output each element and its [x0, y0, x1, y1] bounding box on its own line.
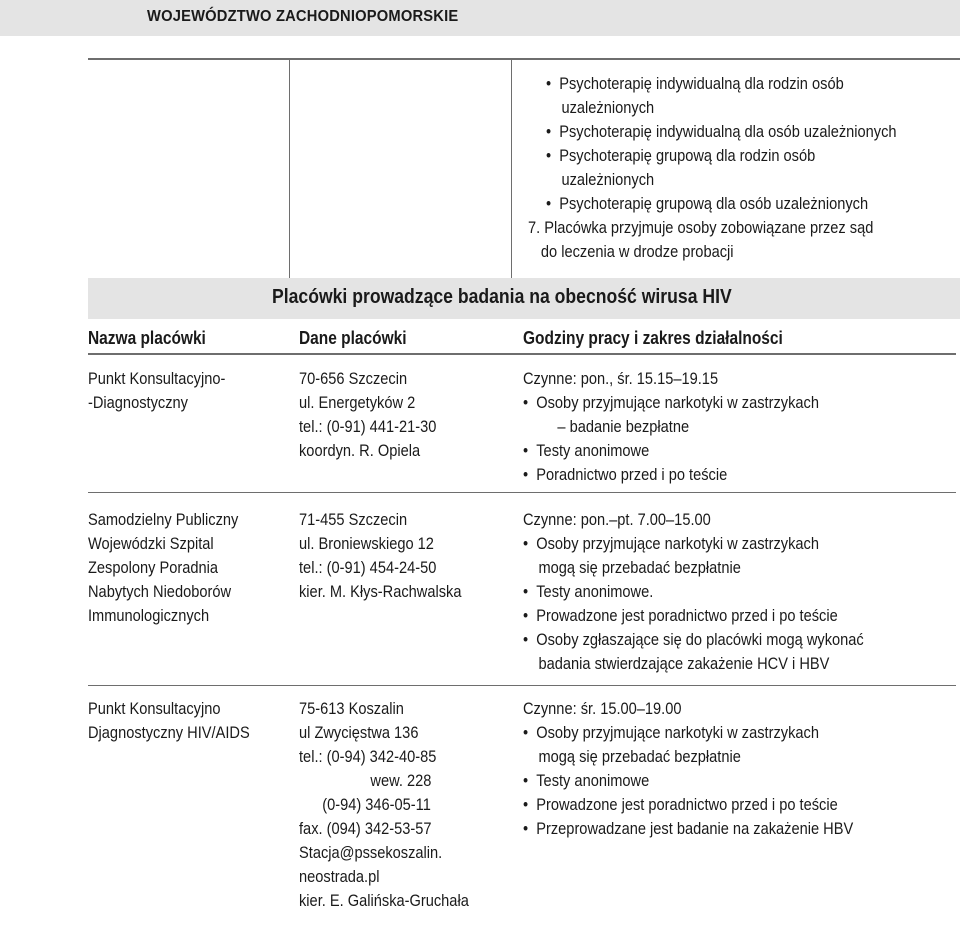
row-1-name: Punkt Konsultacyjno- -Diagnostyczny	[88, 369, 226, 412]
hours-text: Czynne: pon., śr. 15.15–19.15	[523, 369, 719, 388]
list-item: • Psychoterapię indywidualną dla osób uzależnionych	[546, 122, 897, 141]
section-title: Placówki prowadzące badania na obecność wirusa HIV	[272, 286, 732, 308]
column-divider-2	[511, 59, 512, 278]
row-rule	[88, 492, 956, 493]
list-item: • Prowadzone jest poradnictwo przed i po teście	[523, 606, 838, 625]
list-item: • Psychoterapię indywidualną dla rodzin osób uzależnionych	[546, 72, 954, 120]
list-item: • Psychoterapię grupową dla osób uzależnionych	[546, 194, 869, 213]
list-item: • Osoby przyjmujące narkotyki w zastrzykach mogą się przebadać bezpłatnie	[523, 723, 820, 766]
column-divider-1	[289, 59, 290, 278]
list-item: • Testy anonimowe	[523, 441, 650, 460]
row-3-name: Punkt Konsultacyjno Djagnostyczny HIV/AIDS	[88, 699, 250, 742]
note-line: do leczenia w drodze probacji	[540, 242, 734, 261]
table-top-rule	[88, 58, 960, 60]
bullet-text: Psychoterapię indywidualną dla rodzin osób	[559, 74, 844, 93]
bullet-text-cont: uzależnionych	[561, 98, 655, 117]
row-rule	[88, 685, 956, 686]
section-header	[88, 278, 960, 319]
row-3-data: 75-613 Koszalin ul Zwycięstwa 136 tel.: (0-94) 342-40-85 wew. 228 (0-94) 346-05-11 fax. (094) 342-53-57 Stacja@pssekoszalin. neostrada.pl kier. E. Galińska-Gruchała	[299, 699, 469, 910]
row-3-hours	[523, 697, 907, 841]
list-item: • Testy anonimowe.	[523, 582, 654, 601]
note-line: 7. Placówka przyjmuje osoby zobowiązane przez sąd	[528, 218, 874, 237]
col-header-data: Dane placówki	[299, 328, 407, 348]
header-rule	[88, 353, 956, 355]
email-text-cont: neostrada.pl	[299, 867, 380, 886]
list-item: • Testy anonimowe	[523, 771, 650, 790]
list-item: • Osoby przyjmujące narkotyki w zastrzykach – badanie bezpłatne	[523, 393, 820, 436]
region-title: WOJEWÓDZTWO ZACHODNIOPOMORSKIE	[147, 8, 459, 25]
bullet-text: Psychoterapię grupową dla rodzin osób	[559, 146, 816, 165]
list-item: • Osoby przyjmujące narkotyki w zastrzykach mogą się przebadać bezpłatnie	[523, 534, 820, 577]
region-header	[0, 0, 960, 36]
probation-note	[528, 216, 930, 264]
hours-text: Czynne: śr. 15.00–19.00	[523, 699, 682, 718]
bullet-text: Psychoterapię indywidualną dla osób uzależnionych	[559, 122, 897, 141]
col-header-hours: Godziny pracy i zakres działalności	[523, 328, 783, 348]
row-1-hours	[523, 367, 867, 487]
bullet-text-cont: uzależnionych	[561, 170, 655, 189]
col-header-name: Nazwa placówki	[88, 328, 206, 348]
list-item: • Poradnictwo przed i po teście	[523, 465, 728, 484]
list-item: • Prowadzone jest poradnictwo przed i po teście	[523, 795, 838, 814]
row-2-hours	[523, 508, 919, 676]
list-item: • Osoby zgłaszające się do placówki mogą wykonać badania stwierdzające zakażenie HCV i HBV	[523, 630, 864, 673]
list-item: • Przeprowadzane jest badanie na zakażenie HBV	[523, 819, 854, 838]
therapy-list	[546, 72, 954, 216]
bullet-text: Psychoterapię grupową dla osób uzależnionych	[559, 194, 869, 213]
email-text: Stacja@pssekoszalin.	[299, 843, 443, 862]
row-1-data: 70-656 Szczecin ul. Energetyków 2 tel.: (0-91) 441-21-30 koordyn. R. Opiela	[299, 369, 437, 460]
row-2-data: 71-455 Szczecin ul. Broniewskiego 12 tel.: (0-91) 454-24-50 kier. M. Kłys-Rachwalska	[299, 510, 462, 601]
row-2-name: Samodzielny Publiczny Wojewódzki Szpital Zespolony Poradnia Nabytych Niedoborów Immunologicznych	[88, 510, 239, 625]
hours-text: Czynne: pon.–pt. 7.00–15.00	[523, 510, 711, 529]
list-item: • Psychoterapię grupową dla rodzin osób uzależnionych	[546, 144, 954, 192]
